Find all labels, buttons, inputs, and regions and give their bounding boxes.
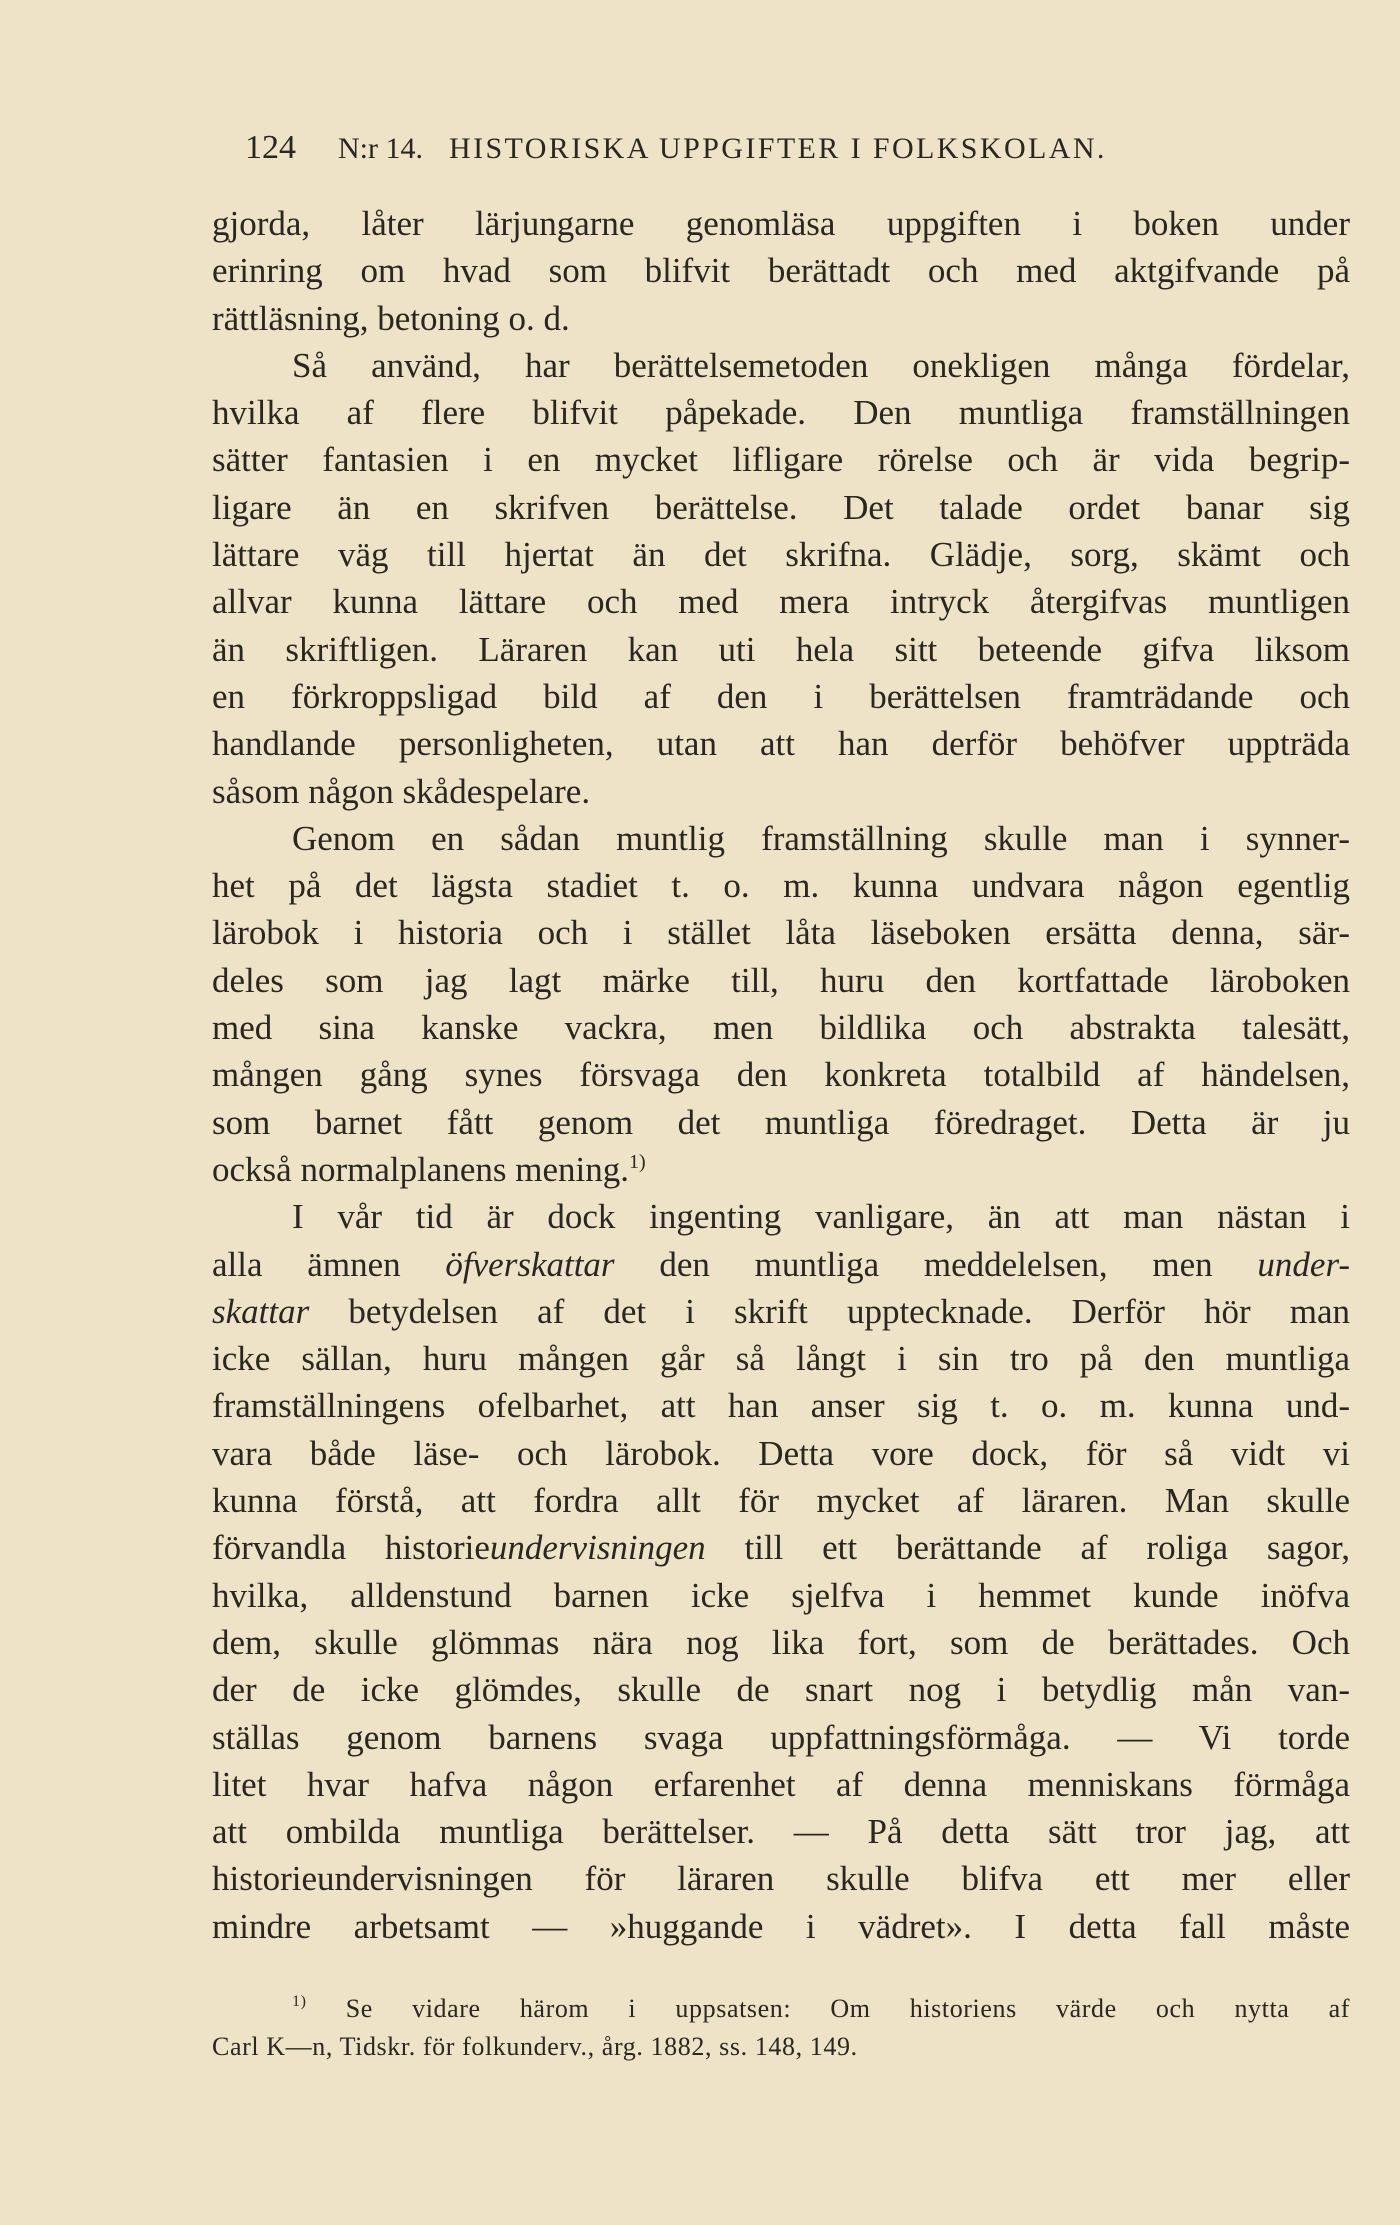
text-line [212, 1241, 1350, 1288]
running-header [245, 130, 1345, 167]
text-line: lättare väg till hjertat än det skrifna. Glädje, sorg, skämt och [212, 535, 1350, 575]
text-line: erinring om hvad som blifvit berättadt och med aktgifvande på [212, 251, 1350, 291]
footnote-line [212, 1990, 1350, 2028]
text-line: sätter fantasien i en mycket lifligare rörelse och är vida begrip- [212, 440, 1350, 480]
emphasis: under- [1257, 1244, 1351, 1284]
text-line: med sina kanske vackra, men bildlika och abstrakta talesätt, [212, 1008, 1350, 1048]
text-line: hvilka af flere blifvit påpekade. Den muntliga framställningen [212, 393, 1350, 433]
footnote-line: Carl K—n, Tidskr. för folkunderv., årg. 1882, ss. 148, 149. [212, 2032, 858, 2061]
text-run: till ett berättande af roliga sagor, [744, 1528, 1351, 1568]
text-line [212, 1288, 1350, 1335]
emphasis: öfverskattar [445, 1244, 615, 1284]
text-line: vara både läse- och lärobok. Detta vore dock, för så vidt vi [212, 1433, 1350, 1473]
footnote [212, 1990, 1350, 2066]
text-line: ligare än en skrifven berättelse. Det talade ordet banar sig [212, 487, 1350, 527]
running-title: HISTORISKA UPPGIFTER I FOLKSKOLAN. [449, 132, 1107, 165]
text-run: förvandla historie [212, 1528, 490, 1568]
footnote-marker: 1) [292, 1993, 307, 2010]
text-run: också normalplanens mening. [212, 1149, 629, 1189]
text-line: litet hvar hafva någon erfarenhet af denna menniskans förmåga [212, 1764, 1350, 1804]
text-line: dem, skulle glömmas nära nog lika fort, som de berättades. Och [212, 1622, 1350, 1662]
text-line: än skriftligen. Läraren kan uti hela sitt beteende gifva liksom [212, 629, 1350, 669]
text-run: den muntliga meddelelsen, men [659, 1244, 1213, 1284]
text-run: alla ämnen [212, 1244, 401, 1284]
emphasis: skattar [212, 1291, 310, 1331]
text-line: lärobok i historia och i stället låta läseboken ersätta denna, sär- [212, 913, 1350, 953]
text-line: såsom någon skådespelare. [212, 771, 591, 811]
text-line: gjorda, låter lärjungarne genomläsa uppgiften i boken under [212, 204, 1350, 243]
text-line: historieundervisningen för läraren skulle blifva ett mer eller [212, 1859, 1350, 1899]
text-run: betydelsen af det i skrift upptecknade. Derför hör man [348, 1291, 1351, 1331]
text-line: allvar kunna lättare och med mera intryck återgifvas muntligen [212, 582, 1350, 622]
text-line: en förkroppsligad bild af den i berättelsen framträdande och [212, 676, 1350, 716]
text-line: framställningens ofelbarhet, att han anser sig t. o. m. kunna und- [212, 1386, 1350, 1426]
text-line: mindre arbetsamt — »huggande i vädret». I detta fall måste [212, 1906, 1350, 1946]
page-number: 124 [245, 129, 296, 166]
text-line: deles som jag lagt märke till, huru den kortfattade läroboken [212, 960, 1350, 1000]
emphasis: undervisningen [489, 1528, 706, 1568]
text-line: Genom en sådan muntlig framställning skulle man i synner- [292, 818, 1350, 858]
text-line: ställas genom barnens svaga uppfattningsförmåga. — Vi torde [212, 1717, 1350, 1757]
text-line [212, 1524, 1350, 1571]
text-line: het på det lägsta stadiet t. o. m. kunna undvara någon egentlig [212, 866, 1350, 906]
text-line: kunna förstå, att fordra allt för mycket af läraren. Man skulle [212, 1481, 1350, 1521]
text-line: hvilka, alldenstund barnen icke sjelfva i hemmet kunde inöfva [212, 1575, 1350, 1615]
text-line: mången gång synes försvaga den konkreta totalbild af händelsen, [212, 1055, 1350, 1095]
text-run: Se vidare härom i uppsatsen: Om historiens värde och nytta af [345, 1994, 1350, 2023]
text-line: som barnet fått genom det muntliga föredraget. Detta är ju [212, 1102, 1350, 1142]
issue-number: N:r 14. [338, 132, 423, 165]
text-line: att ombilda muntliga berättelser. — På detta sätt tror jag, att [212, 1812, 1350, 1852]
text-line: Så använd, har berättelsemetoden onekligen många fördelar, [292, 345, 1350, 385]
text-line: icke sällan, huru mången går så långt i sin tro på den muntliga [212, 1339, 1350, 1379]
text-line [212, 1146, 1350, 1193]
text-line: rättläsning, betoning o. d. [212, 298, 570, 338]
text-line: der de icke glömdes, skulle de snart nog i betydlig mån van- [212, 1670, 1350, 1710]
body-text [212, 200, 1350, 1950]
footnote-reference: 1) [628, 1150, 646, 1173]
text-line: I vår tid är dock ingenting vanligare, än att man nästan i [292, 1197, 1350, 1237]
text-line: handlande personligheten, utan att han derför behöfver uppträda [212, 724, 1350, 764]
